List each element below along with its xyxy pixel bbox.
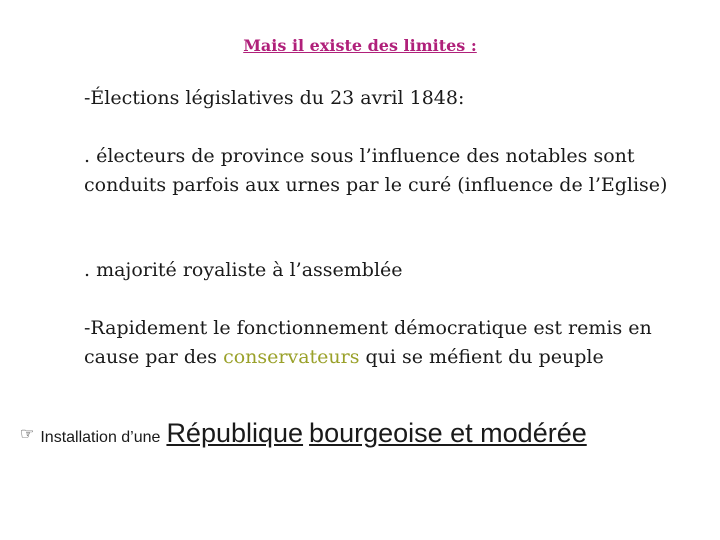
pointing-hand-icon: ☞ [20,426,35,443]
slide-title: Mais il existe des limites : [243,36,477,55]
conclusion-emphasis-2: bourgeoise et modérée [309,418,587,448]
paragraph-conservateurs [84,314,674,372]
paragraph-conservateurs-after: qui se méfient du peuple [359,346,604,368]
conclusion-emphasis-1: République [166,418,304,448]
conclusion-line [20,418,710,449]
paragraph-royalist-majority: . majorité royaliste à l’assemblée [84,259,403,281]
paragraph-conservateurs-before: -Rapidement le fonctionnement démocratique est remis en cause par des [84,317,652,368]
conservateurs-highlight: conservateurs [223,346,360,368]
paragraph-elections: -Élections législatives du 23 avril 1848: [84,87,465,109]
conclusion-lead: Installation d’une [40,429,161,446]
paragraph-province-voters: . électeurs de province sous l’influence des notables sont conduits parfois aux urnes par le curé (influence de l’Eglise) [84,145,668,196]
